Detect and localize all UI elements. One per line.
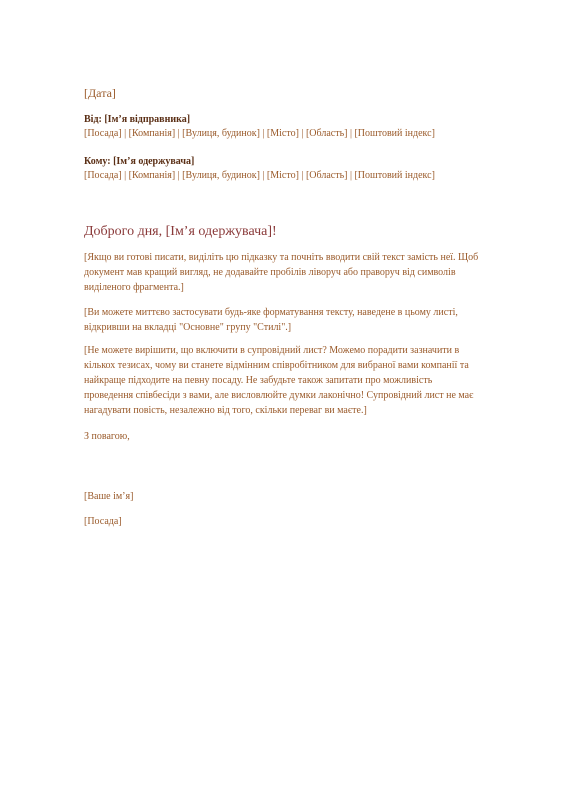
sender-heading [84, 113, 484, 127]
body-paragraph-2[interactable]: [Ви можете миттєво застосувати будь-яке форматування тексту, наведене в цьому листі, відкривши на вкладці "Основне" групу "Стилі".] [84, 307, 458, 333]
signature-name[interactable]: [Ваше ім’я] [84, 491, 134, 502]
signature-title[interactable]: [Посада] [84, 516, 122, 527]
date-field[interactable]: [Дата] [84, 86, 116, 100]
recipient-label: Кому: [84, 156, 111, 167]
recipient-heading [84, 155, 484, 169]
recipient-block [84, 155, 484, 183]
recipient-name[interactable]: [Ім’я одержувача] [113, 156, 195, 167]
body-paragraph-3[interactable]: [Не можете вирішити, що включити в супровідний лист? Можемо порадити зазначити в кількох тезисах, чому ви станете відмінним співробітником для вибраної вами компанії та найкраще підходите на певну посаду. Не забудьте також запитати про можливість проведення співбесіди з вами, але висловлюйте думки лаконічно! Супровідний лист не має нагадувати повість, незалежно від того, скільки переваг ви маєте.] [84, 345, 474, 416]
sender-name[interactable]: [Ім’я відправника] [104, 114, 191, 125]
greeting[interactable]: Доброго дня, [Ім’я одержувача]! [84, 224, 277, 239]
sender-label: Від: [84, 114, 102, 125]
body-paragraph-1[interactable]: [Якщо ви готові писати, виділіть цю підказку та почніть вводити свій текст замість неї. Щоб документ мав кращий вигляд, не додавайте пробілів ліворуч або праворуч від символів виділеного фрагмента.] [84, 252, 479, 293]
sender-block [84, 113, 484, 141]
sender-address[interactable]: [Посада] | [Компанія] | [Вулиця, будинок] | [Місто] | [Область] | [Поштовий індекс] [84, 128, 435, 139]
recipient-address[interactable]: [Посада] | [Компанія] | [Вулиця, будинок] | [Місто] | [Область] | [Поштовий індекс] [84, 170, 435, 181]
closing[interactable]: З повагою, [84, 431, 130, 442]
